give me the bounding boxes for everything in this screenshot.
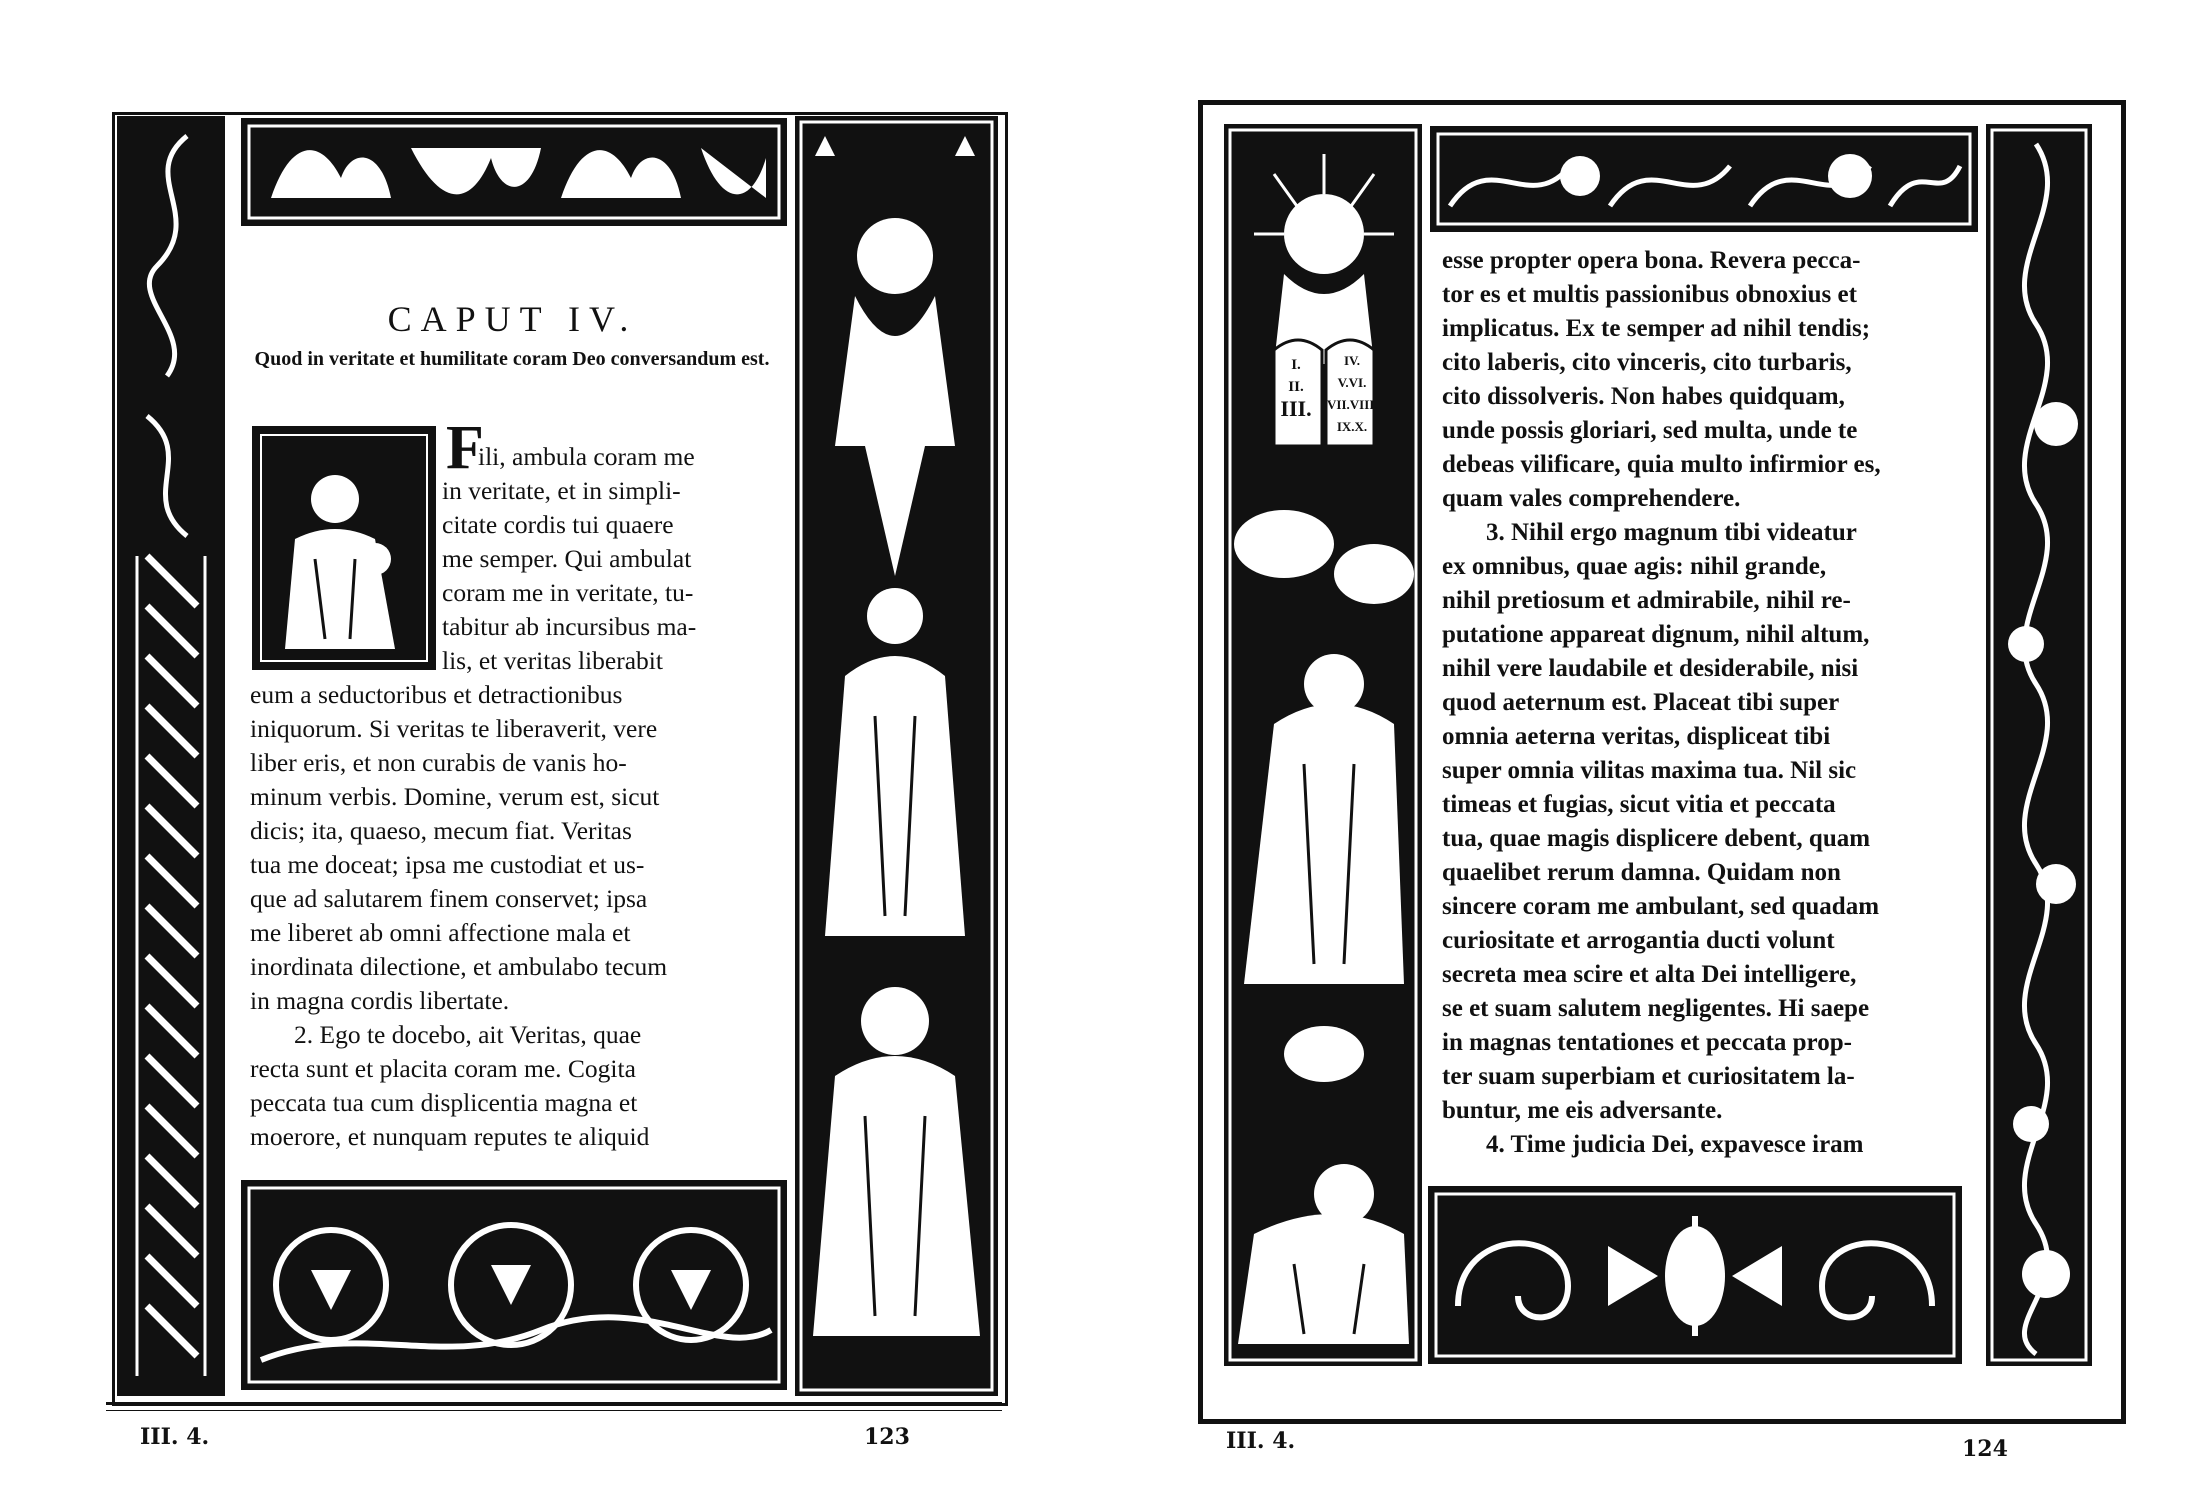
text-line-content: super omnia vilitas maxima tua. Nil sic [1442,757,1857,784]
tablet-numeral: III. [1280,396,1312,421]
chapter-title: CAPUT IV. [387,299,638,339]
text-line-content: cito laberis, cito vinceris, cito turbaris, [1442,349,1852,376]
text-line-content: ter suam superbiam et curiositatem la- [1442,1063,1855,1090]
text-line [250,984,778,1018]
text-line [442,576,778,610]
text-line-content: timeas et fugias, sicut vitia et peccata [1442,791,1836,818]
text-line-content: eum a seductoribus et detractionibus [250,680,623,709]
text-line-content: curiositate et arrogantia ducti volunt [1442,927,1835,954]
text-line-content: debeas vilificare, quia multo infirmior es, [1442,451,1881,478]
text-line [442,474,778,508]
text-line-content: 4. Time judicia Dei, expavesce iram [1486,1131,1864,1158]
text-line [442,644,778,678]
text-line [1442,1094,1966,1128]
text-line-content: in magna cordis libertate. [250,986,510,1015]
text-line-content: tabitur ab incursibus ma- [442,612,697,641]
left-footer-rule-thin [106,1410,1002,1411]
dropcap-letter: F [446,414,484,482]
text-line [250,678,778,712]
tablet-numeral: I. [1291,357,1301,373]
text-line [1486,516,1966,550]
left-foliage-column-icon [117,116,225,1396]
text-line-content: lis, et veritas liberabit [442,646,663,675]
text-line-content: se et suam salutem negligentes. Hi saepe [1442,995,1870,1022]
text-line [1442,890,1966,924]
text-line [250,814,778,848]
tablet-numeral: IX.X. [1336,419,1368,434]
dropcap-illustration-icon [252,426,436,670]
text-line-content: inordinata dilectione, et ambulabo tecum [250,952,668,981]
text-line [250,712,778,746]
text-line [250,882,778,916]
text-line [1442,992,1966,1026]
text-line-content: iniquorum. Si veritas te liberaverit, vere [250,714,658,743]
text-line [1442,1060,1966,1094]
text-line-content: buntur, me eis adversante. [1442,1097,1723,1124]
right-footer-section: III. 4. [1226,1428,1296,1454]
text-line-content: quaelibet rerum damna. Quidam non [1442,859,1841,886]
text-line-content: me semper. Qui ambulat [442,544,692,573]
text-line [1442,618,1966,652]
moses-figure-column-icon [1224,124,1422,1366]
text-line [250,1120,778,1154]
text-line [1442,346,1966,380]
text-line-content: recta sunt et placita coram me. Cogita [250,1054,636,1083]
text-line-content: que ad salutarem finem conservet; ipsa [250,884,648,913]
text-line-content: me liberet ab omni affectione mala et [250,918,631,947]
text-line-content: coram me in veritate, tu- [442,578,694,607]
left-footer-rule [106,1402,1002,1405]
text-line-content: in magnas tentationes et peccata prop- [1442,1029,1852,1056]
text-line [1486,1128,1966,1162]
text-line-content: 2. Ego te docebo, ait Veritas, quae [294,1020,642,1049]
tablet-numeral: VII.VIII. [1327,397,1378,412]
text-line [250,780,778,814]
text-line-content: minum verbis. Domine, verum est, sicut [250,782,660,811]
text-line-content: sincere coram me ambulant, sed quadam [1442,893,1880,920]
chapter-subtitle [246,342,778,376]
text-line [250,1086,778,1120]
text-line [1442,414,1966,448]
text-line-content: nihil pretiosum et admirabile, nihil re- [1442,587,1851,614]
left-page-number: 123 [864,1424,910,1450]
text-line-content: in veritate, et in simpli- [442,476,681,505]
text-line-content: implicatus. Ex te semper ad nihil tendis; [1442,315,1871,342]
text-line-content: peccata tua cum displicentia magna et [250,1088,638,1117]
text-line-content: dicis; ita, quaeso, mecum fiat. Veritas [250,816,632,845]
text-line-content: tua, quae magis displicere debent, quam [1442,825,1871,852]
left-bottom-scroll-ornament-icon [241,1180,787,1390]
text-line-content: putatione appareat dignum, nihil altum, [1442,621,1870,648]
saint-figure-column-icon [795,116,998,1396]
text-line [1442,822,1966,856]
text-line-content: quam vales comprehendere. [1442,485,1741,512]
text-line-content: tua me doceat; ipsa me custodiat et us- [250,850,645,879]
text-line-content: citate cordis tui quaere [442,510,674,539]
text-line-content: moerore, et nunquam reputes te aliquid [250,1122,650,1151]
text-line [1442,244,1966,278]
text-line-content: ex omnibus, quae agis: nihil grande, [1442,553,1827,580]
text-line [1442,278,1966,312]
text-line [1442,788,1966,822]
left-top-foliage-icon [241,118,787,226]
text-line-content: esse propter opera bona. Revera pecca- [1442,247,1861,274]
text-line [1442,584,1966,618]
text-line [1442,652,1966,686]
text-line [1442,686,1966,720]
text-line [1442,1026,1966,1060]
text-line-content: ili, ambula coram me [478,442,695,471]
tablet-numeral: V.VI. [1337,375,1367,390]
text-line [1442,312,1966,346]
tablet-right-numerals [1327,350,1377,438]
text-line-content: tor es et multis passionibus obnoxius et [1442,281,1857,308]
right-foliage-column-icon [1986,124,2092,1366]
text-line [1442,856,1966,890]
text-line [442,542,778,576]
text-line [250,950,778,984]
text-line [1442,958,1966,992]
tablet-numeral: II. [1288,379,1304,395]
text-line-content: secreta mea scire et alta Dei intelligere, [1442,961,1857,988]
text-line [250,916,778,950]
text-line-content: cito dissolveris. Non habes quidquam, [1442,383,1845,410]
text-line [1442,924,1966,958]
text-line [250,1052,778,1086]
text-line-content: liber eris, et non curabis de vanis ho- [250,748,627,777]
tablet-left-numerals [1274,354,1318,420]
text-line [294,1018,778,1052]
text-line-content: omnia aeterna veritas, displiceat tibi [1442,723,1831,750]
text-line [1442,482,1966,516]
text-line [478,440,778,474]
text-line-content: 3. Nihil ergo magnum tibi videatur [1486,519,1857,546]
text-line [1442,550,1966,584]
text-line-content: nihil vere laudabile et desiderabile, nisi [1442,655,1859,682]
chapter-subtitle-text: Quod in veritate et humilitate coram Deo conversandum est. [254,348,770,370]
text-line [442,610,778,644]
tablet-numeral: IV. [1343,353,1361,368]
right-top-foliage-icon [1430,126,1978,232]
text-line [250,848,778,882]
text-line [1442,720,1966,754]
text-line [250,746,778,780]
text-line [1442,380,1966,414]
right-bottom-scroll-ornament-icon [1428,1186,1962,1364]
text-line [442,508,778,542]
right-page-number: 124 [1962,1436,2008,1462]
left-footer-section: III. 4. [140,1424,210,1450]
text-line [1442,448,1966,482]
text-line-content: unde possis gloriari, sed multa, unde te [1442,417,1858,444]
text-line-content: quod aeternum est. Placeat tibi super [1442,689,1840,716]
text-line [1442,754,1966,788]
